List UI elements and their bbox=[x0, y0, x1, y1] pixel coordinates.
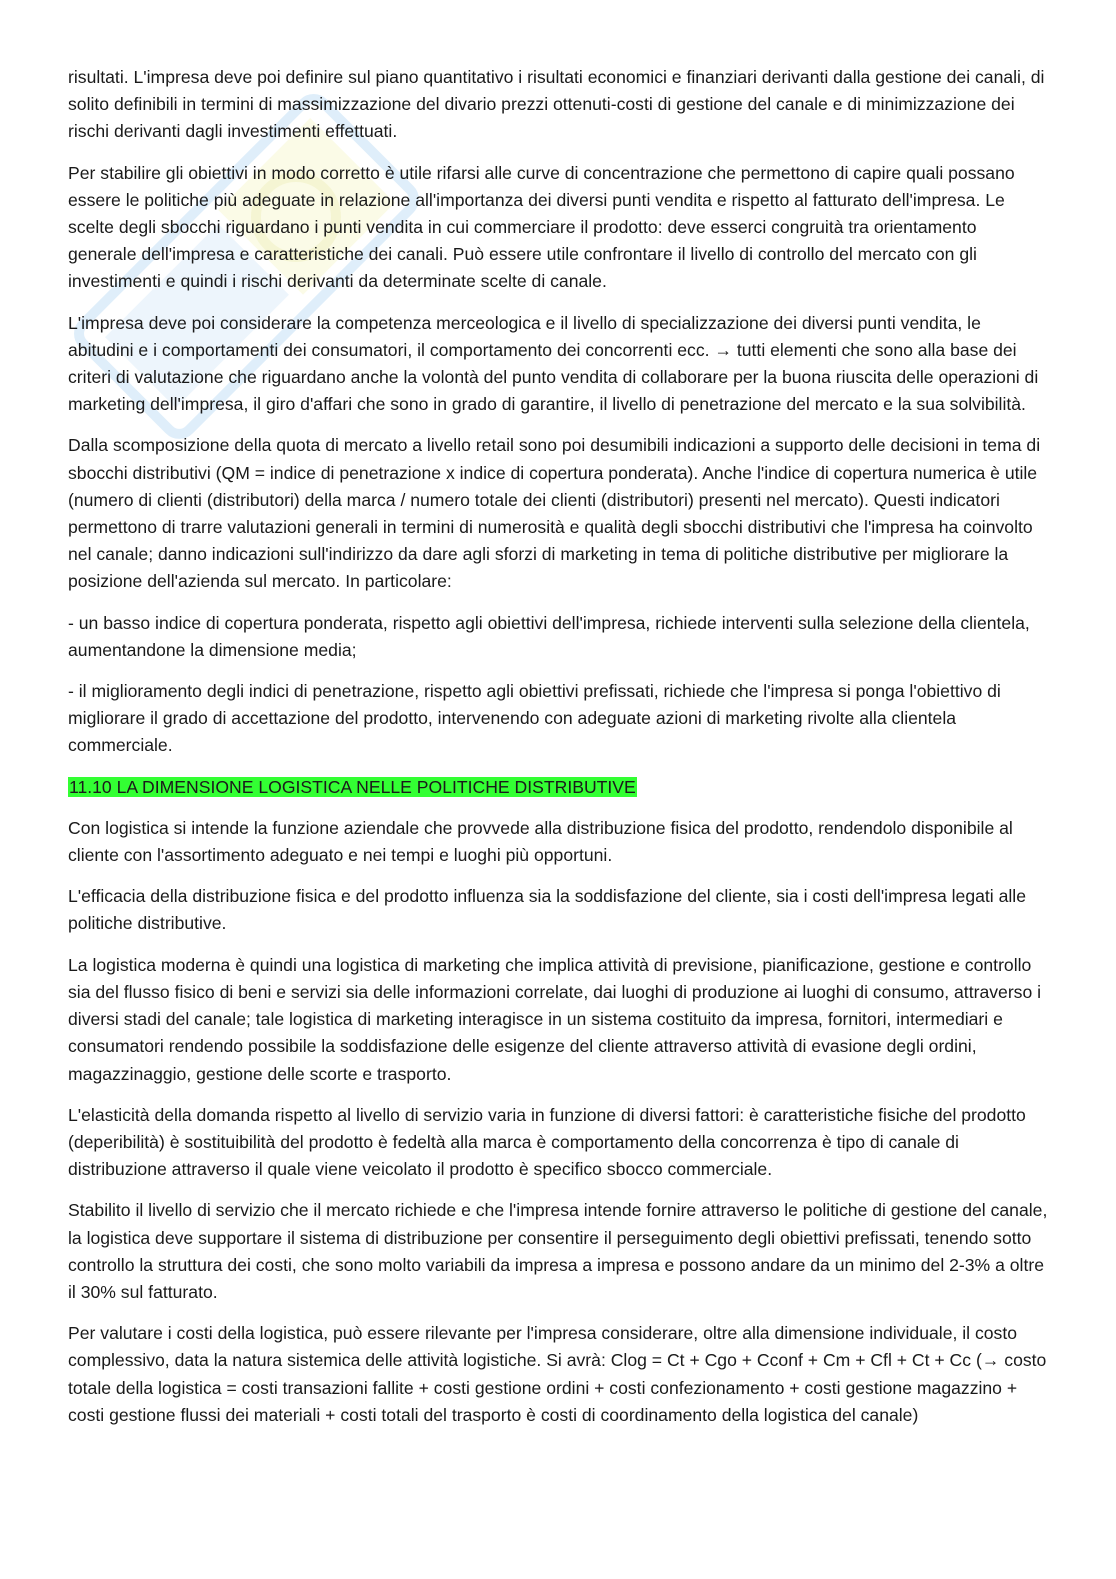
paragraph: La logistica moderna è quindi una logistica di marketing che implica attività di previsione, pianificazione, gestione e controllo sia del flusso fisico di beni e servizi sia delle informazioni correlate, dai luoghi di produzione ai luoghi di consumo, attraverso i diversi stadi del canale; tale logistica di marketing interagisce in un sistema costituito da impresa, fornitori, intermediari e consumatori rendendo possibile la soddisfazione delle esigenze del cliente attraverso attività di evasione degli ordini, magazzinaggio, gestione delle scorte e trasporto. bbox=[68, 954, 1042, 1084]
paragraph: Stabilito il livello di servizio che il mercato richiede e che l'impresa intende fornire attraverso le politiche di gestione del canale, la logistica deve supportare il sistema di distribuzione per consentire il perseguimento degli obiettivi prefissati, tenendo sotto controllo la struttura dei costi, che sono molto variabili da impresa a impresa e possono andare da un minimo del 2-3% a oltre il 30% sul fatturato. bbox=[68, 1200, 1048, 1302]
paragraph: L'efficacia della distribuzione fisica e del prodotto influenza sia la soddisfazione del cliente, sia i costi dell'impresa legati alle politiche distributive. bbox=[68, 886, 1026, 934]
bullet-paragraph: - un basso indice di copertura ponderata, rispetto agli obiettivi dell'impresa, richiede interventi sulla selezione della clientela, aumentandone la dimensione media; bbox=[68, 612, 1030, 660]
paragraph: L'impresa deve poi considerare la competenza merceologica e il livello di specializzazione dei diversi punti vendita, le abitudini e i comportamenti dei consumatori, il comportamento dei concorrenti ecc. → tutti elementi che sono alla base dei criteri di valutazione che riguardano anche la volontà del punto vendita di collaborare per la buona riuscita delle operazioni di marketing dell'impresa, il giro d'affari che sono in grado di garantire, il livello di penetrazione del mercato e la sua solvibilità. bbox=[68, 312, 1039, 415]
document-page bbox=[68, 64, 1048, 1443]
paragraph: Dalla scomposizione della quota di mercato a livello retail sono poi desumibili indicazioni a supporto delle decisioni in tema di sbocchi distributivi (QM = indice di penetrazione x indice di copertura ponderata). Anche l'indice di copertura numerica è utile (numero di clienti (distributori) della marca / numero totale dei clienti (distributori) presenti nel mercato). Questi indicatori permettono di trarre valutazioni generali in termini di numerosità e qualità degli sbocchi distributivi che l'impresa ha coinvolto nel canale; danno indicazioni sull'indirizzo da dare agli sforzi di marketing in tema di politiche distributive per migliorare la posizione dell'azienda sul mercato. In particolare: bbox=[68, 435, 1041, 592]
section-heading bbox=[68, 774, 1048, 801]
bullet-paragraph: - il miglioramento degli indici di penetrazione, rispetto agli obiettivi prefissati, richiede che l'impresa si ponga l'obiettivo di migliorare il grado di accettazione del prodotto, intervenendo con adeguate azioni di marketing rivolte alla clientela commerciale. bbox=[68, 681, 1001, 756]
paragraph: Per stabilire gli obiettivi in modo corretto è utile rifarsi alle curve di concentrazione che permettono di capire quali possano essere le politiche più adeguate in relazione all'importanza dei diversi punti vendita e rispetto al fatturato dell'impresa. Le scelte degli sbocchi riguardano i punti vendita in cui commerciare il prodotto: deve esserci congruità tra orientamento generale dell'impresa e caratteristiche dei canali. Può essere utile confrontare il livello di controllo del mercato con gli investimenti e quindi i rischi derivanti da determinate scelte di canale. bbox=[68, 162, 1015, 292]
paragraph: L'elasticità della domanda rispetto al livello di servizio varia in funzione di diversi fattori: è caratteristiche fisiche del prodotto (deperibilità) è sostituibilità del prodotto è fedeltà alla marca è comportamento della concorrenza è tipo di canale di distribuzione attraverso il quale viene veicolato il prodotto è specifico sbocco commerciale. bbox=[68, 1104, 1026, 1180]
section-heading-text: 11.10 LA DIMENSIONE LOGISTICA NELLE POLITICHE DISTRIBUTIVE bbox=[69, 776, 636, 797]
paragraph: risultati. L'impresa deve poi definire sul piano quantitativo i risultati economici e finanziari derivanti dalla gestione dei canali, di solito definibili in termini di massimizzazione del divario prezzi ottenuti-costi di gestione del canale e di minimizzazione dei rischi derivanti dagli investimenti effettuati. bbox=[68, 67, 1045, 142]
paragraph: Per valutare i costi della logistica, può essere rilevante per l'impresa considerare, oltre alla dimensione individuale, il costo complessivo, data la natura sistemica delle attività logistiche. Si avrà: Clog = Ct + Cgo + Cconf + Cm + Cfl + Ct + Cc (→ costo totale della logistica = costi transazioni fallite + costi gestione ordini + costi confezionamento + costi gestione magazzino + costi gestione flussi dei materiali + costi totali del trasporto è costi di coordinamento della logistica del canale) bbox=[68, 1323, 1047, 1425]
paragraph: Con logistica si intende la funzione aziendale che provvede alla distribuzione fisica del prodotto, rendendolo disponibile al cliente con l'assortimento adeguato e nei tempi e luoghi più opportuni. bbox=[68, 817, 1013, 866]
